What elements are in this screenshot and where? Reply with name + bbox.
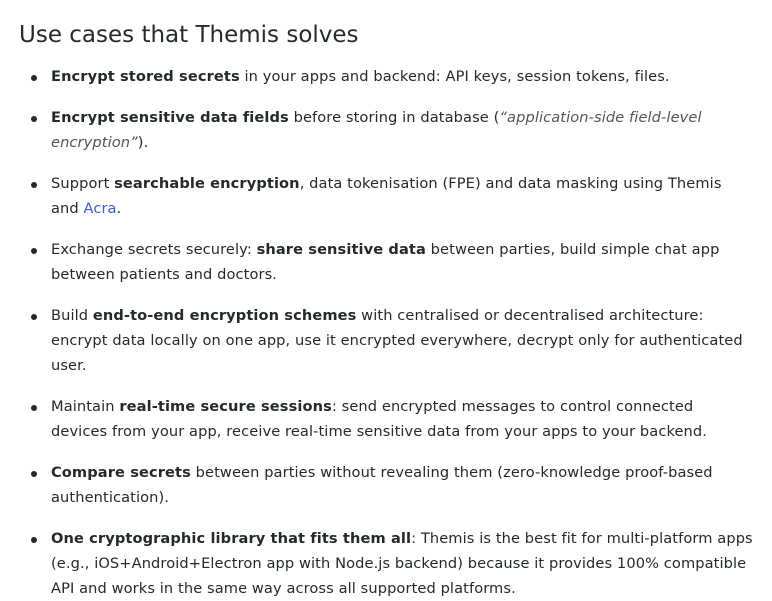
bullet-icon	[31, 116, 37, 122]
acra-link[interactable]: Acra	[83, 200, 117, 217]
list-item	[19, 394, 754, 444]
item-text: : send encrypted messages to control connected devices from your app, receive real-time sensitive data from your apps to your backend.	[51, 398, 708, 440]
list-item	[19, 105, 754, 155]
item-bold-text: share sensitive data	[256, 241, 426, 258]
item-bold-text: real-time secure sessions	[119, 398, 332, 415]
item-italic-text: “application-side field-level encryption”	[51, 109, 702, 151]
list-item	[19, 64, 754, 89]
item-bold-text: end-to-end encryption schemes	[92, 307, 357, 324]
section-heading: Use cases that Themis solves	[19, 22, 359, 48]
item-text: : Themis is the best fit for multi-platform apps (e.g., iOS+Android+Electron app with Node.js backend) because it provides 100% compatible API and works in the same way across all supported platforms.	[51, 530, 753, 597]
item-bold-text: Encrypt sensitive data fields	[51, 109, 289, 126]
bullet-icon	[31, 182, 37, 188]
list-item	[19, 303, 754, 378]
item-bold-text: searchable encryption	[114, 175, 300, 192]
item-text: ).	[137, 134, 149, 151]
item-text: between parties without revealing them (zero-knowledge proof-based authentication).	[51, 464, 713, 506]
item-text: before storing in database (	[288, 109, 500, 126]
item-text: Maintain	[51, 398, 120, 415]
item-bold-text: Compare secrets	[51, 464, 191, 481]
item-text: .	[116, 200, 122, 217]
bullet-icon	[31, 471, 37, 477]
item-bold-text: Encrypt stored secrets	[51, 68, 240, 85]
bullet-icon	[31, 537, 37, 543]
item-text: Exchange secrets securely:	[51, 241, 257, 258]
bullet-icon	[31, 314, 37, 320]
bullet-icon	[31, 248, 37, 254]
item-text: , data tokenisation (FPE) and data masking using Themis and	[51, 175, 722, 217]
item-text: with centralised or decentralised architecture: encrypt data locally on one app, use it encrypted everywhere, decrypt only for authenticated user.	[51, 307, 743, 374]
use-case-list	[19, 64, 754, 601]
list-item	[19, 171, 754, 221]
item-text: Support	[51, 175, 115, 192]
list-item	[19, 460, 754, 510]
item-text: Build	[51, 307, 93, 324]
item-bold-text: One cryptographic library that fits them all	[51, 530, 412, 547]
list-item	[19, 526, 754, 601]
bullet-icon	[31, 405, 37, 411]
item-text: in your apps and backend: API keys, session tokens, files.	[239, 68, 670, 85]
list-item	[19, 237, 754, 287]
item-text: between parties, build simple chat app between patients and doctors.	[51, 241, 720, 283]
bullet-icon	[31, 75, 37, 81]
